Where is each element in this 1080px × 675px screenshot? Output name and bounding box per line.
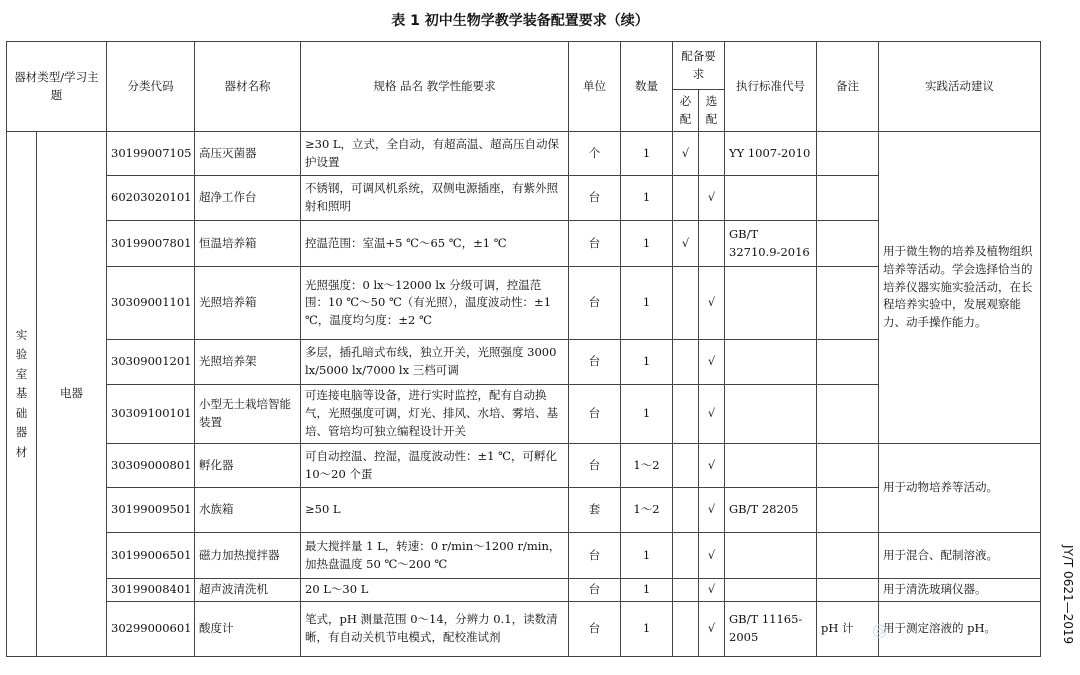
unit-cell: 台 bbox=[569, 384, 621, 443]
spec-cell: 不锈钢，可调风机系统，双侧电源插座，有紫外照射和照明 bbox=[301, 176, 569, 220]
unit-cell: 台 bbox=[569, 267, 621, 340]
header-type: 器材类型/学习主题 bbox=[7, 42, 107, 132]
note-cell bbox=[817, 488, 879, 532]
qty-cell: 1 bbox=[621, 384, 673, 443]
required-cell bbox=[673, 532, 699, 579]
practice-cell: 用于动物培养等活动。 bbox=[879, 443, 1041, 532]
name-cell: 磁力加热搅拌器 bbox=[195, 532, 301, 579]
standard-cell bbox=[725, 267, 817, 340]
code-cell: 30199008401 bbox=[107, 579, 195, 602]
name-cell: 水族箱 bbox=[195, 488, 301, 532]
name-cell: 超净工作台 bbox=[195, 176, 301, 220]
subcategory-cell: 电器 bbox=[37, 132, 107, 657]
header-qty: 数量 bbox=[621, 42, 673, 132]
standard-cell bbox=[725, 579, 817, 602]
note-cell bbox=[817, 443, 879, 487]
name-cell: 光照培养架 bbox=[195, 340, 301, 384]
header-required: 必配 bbox=[673, 90, 699, 132]
required-cell bbox=[673, 579, 699, 602]
name-cell: 高压灭菌器 bbox=[195, 132, 301, 176]
table-row bbox=[7, 532, 1041, 579]
standard-cell bbox=[725, 443, 817, 487]
spec-cell: 控温范围：室温+5 ℃～65 ℃，±1 ℃ bbox=[301, 220, 569, 267]
name-cell: 超声波清洗机 bbox=[195, 579, 301, 602]
qty-cell: 1 bbox=[621, 176, 673, 220]
practice-cell: 用于混合、配制溶液。 bbox=[879, 532, 1041, 579]
practice-cell: 用于测定溶液的 pH。 bbox=[879, 602, 1041, 657]
name-cell: 酸度计 bbox=[195, 602, 301, 657]
header-standard: 执行标准代号 bbox=[725, 42, 817, 132]
required-cell: √ bbox=[673, 132, 699, 176]
header-optional: 选配 bbox=[699, 90, 725, 132]
header-config: 配备要求 bbox=[673, 42, 725, 90]
optional-cell: √ bbox=[699, 602, 725, 657]
note-cell bbox=[817, 220, 879, 267]
code-cell: 30309001101 bbox=[107, 267, 195, 340]
qty-cell: 1 bbox=[621, 132, 673, 176]
practice-cell: 用于清洗玻璃仪器。 bbox=[879, 579, 1041, 602]
qty-cell: 1 bbox=[621, 340, 673, 384]
spec-cell: ≥50 L bbox=[301, 488, 569, 532]
spec-cell: 可连接电脑等设备，进行实时监控，配有自动换气，光照强度可调，灯光、排风、水培、雾培、基培、管培均可独立编程设计开关 bbox=[301, 384, 569, 443]
code-cell: 30199006501 bbox=[107, 532, 195, 579]
unit-cell: 台 bbox=[569, 443, 621, 487]
spec-cell: 20 L～30 L bbox=[301, 579, 569, 602]
header-name: 器材名称 bbox=[195, 42, 301, 132]
qty-cell: 1～2 bbox=[621, 488, 673, 532]
optional-cell: √ bbox=[699, 488, 725, 532]
standard-cell bbox=[725, 384, 817, 443]
header-spec: 规格 品名 教学性能要求 bbox=[301, 42, 569, 132]
qty-cell: 1 bbox=[621, 602, 673, 657]
optional-cell: √ bbox=[699, 176, 725, 220]
code-cell: 30299000601 bbox=[107, 602, 195, 657]
standard-cell bbox=[725, 532, 817, 579]
optional-cell: √ bbox=[699, 579, 725, 602]
optional-cell: √ bbox=[699, 340, 725, 384]
required-cell bbox=[673, 443, 699, 487]
note-cell bbox=[817, 176, 879, 220]
code-cell: 30309000801 bbox=[107, 443, 195, 487]
optional-cell: √ bbox=[699, 532, 725, 579]
standard-cell: GB/T 32710.9-2016 bbox=[725, 220, 817, 267]
note-cell bbox=[817, 340, 879, 384]
standard-cell: GB/T 11165-2005 bbox=[725, 602, 817, 657]
spec-cell: 笔式，pH 测量范围 0～14，分辨力 0.1，读数清晰，有自动关机节电模式，配校准试剂 bbox=[301, 602, 569, 657]
unit-cell: 台 bbox=[569, 602, 621, 657]
category-cell: 实验室基础器材 bbox=[7, 132, 37, 657]
required-cell bbox=[673, 384, 699, 443]
header-code: 分类代码 bbox=[107, 42, 195, 132]
required-cell bbox=[673, 340, 699, 384]
code-cell: 60203020101 bbox=[107, 176, 195, 220]
table-row bbox=[7, 132, 1041, 176]
optional-cell: √ bbox=[699, 384, 725, 443]
code-cell: 30309001201 bbox=[107, 340, 195, 384]
unit-cell: 个 bbox=[569, 132, 621, 176]
required-cell bbox=[673, 176, 699, 220]
name-cell: 孵化器 bbox=[195, 443, 301, 487]
spec-cell: 光照强度：0 lx～12000 lx 分级可调，控温范围：10 ℃～50 ℃（有光照），温度波动性：±1 ℃，温度均匀度：±2 ℃ bbox=[301, 267, 569, 340]
standard-cell bbox=[725, 340, 817, 384]
note-cell bbox=[817, 532, 879, 579]
code-cell: 30199009501 bbox=[107, 488, 195, 532]
required-cell: √ bbox=[673, 220, 699, 267]
header-note: 备注 bbox=[817, 42, 879, 132]
table-row bbox=[7, 443, 1041, 487]
standard-cell: GB/T 28205 bbox=[725, 488, 817, 532]
unit-cell: 台 bbox=[569, 532, 621, 579]
optional-cell: √ bbox=[699, 267, 725, 340]
equipment-table bbox=[6, 41, 1041, 657]
code-cell: 30309100101 bbox=[107, 384, 195, 443]
table-title: 表 1 初中生物学教学装备配置要求（续） bbox=[391, 13, 649, 29]
standard-cell: YY 1007-2010 bbox=[725, 132, 817, 176]
name-cell: 恒温培养箱 bbox=[195, 220, 301, 267]
note-cell: pH 计 bbox=[817, 602, 879, 657]
unit-cell: 台 bbox=[569, 220, 621, 267]
unit-cell: 台 bbox=[569, 340, 621, 384]
optional-cell: √ bbox=[699, 443, 725, 487]
note-cell bbox=[817, 579, 879, 602]
name-cell: 小型无土栽培智能装置 bbox=[195, 384, 301, 443]
unit-cell: 台 bbox=[569, 176, 621, 220]
required-cell bbox=[673, 488, 699, 532]
required-cell bbox=[673, 267, 699, 340]
spec-cell: 可自动控温、控湿，温度波动性：±1 ℃，可孵化 10～20 个蛋 bbox=[301, 443, 569, 487]
spec-cell: 最大搅拌量 1 L，转速：0 r/min～1200 r/min，加热盘温度 50 ℃～200 ℃ bbox=[301, 532, 569, 579]
qty-cell: 1 bbox=[621, 267, 673, 340]
qty-cell: 1 bbox=[621, 579, 673, 602]
name-cell: 光照培养箱 bbox=[195, 267, 301, 340]
unit-cell: 台 bbox=[569, 579, 621, 602]
header-practice: 实践活动建议 bbox=[879, 42, 1041, 132]
required-cell bbox=[673, 602, 699, 657]
qty-cell: 1 bbox=[621, 220, 673, 267]
optional-cell bbox=[699, 220, 725, 267]
spec-cell: 多层，插孔暗式布线，独立开关，光照强度 3000 lx/5000 lx/7000 lx 三档可调 bbox=[301, 340, 569, 384]
standard-side-label: JY/T 0621—2019 bbox=[1061, 545, 1075, 645]
optional-cell bbox=[699, 132, 725, 176]
note-cell bbox=[817, 384, 879, 443]
table-row bbox=[7, 579, 1041, 602]
unit-cell: 套 bbox=[569, 488, 621, 532]
qty-cell: 1～2 bbox=[621, 443, 673, 487]
note-cell bbox=[817, 132, 879, 176]
practice-cell: 用于微生物的培养及植物组织培养等活动。学会选择恰当的培养仪器实施实验活动，在长程培养实验中，发展观察能力、动手操作能力。 bbox=[879, 132, 1041, 444]
standard-cell bbox=[725, 176, 817, 220]
qty-cell: 1 bbox=[621, 532, 673, 579]
spec-cell: ≥30 L，立式，全自动，有超高温、超高压自动保护设置 bbox=[301, 132, 569, 176]
code-cell: 30199007105 bbox=[107, 132, 195, 176]
note-cell bbox=[817, 267, 879, 340]
watermark-logo: ◎ bbox=[872, 620, 888, 641]
code-cell: 30199007801 bbox=[107, 220, 195, 267]
header-unit: 单位 bbox=[569, 42, 621, 132]
